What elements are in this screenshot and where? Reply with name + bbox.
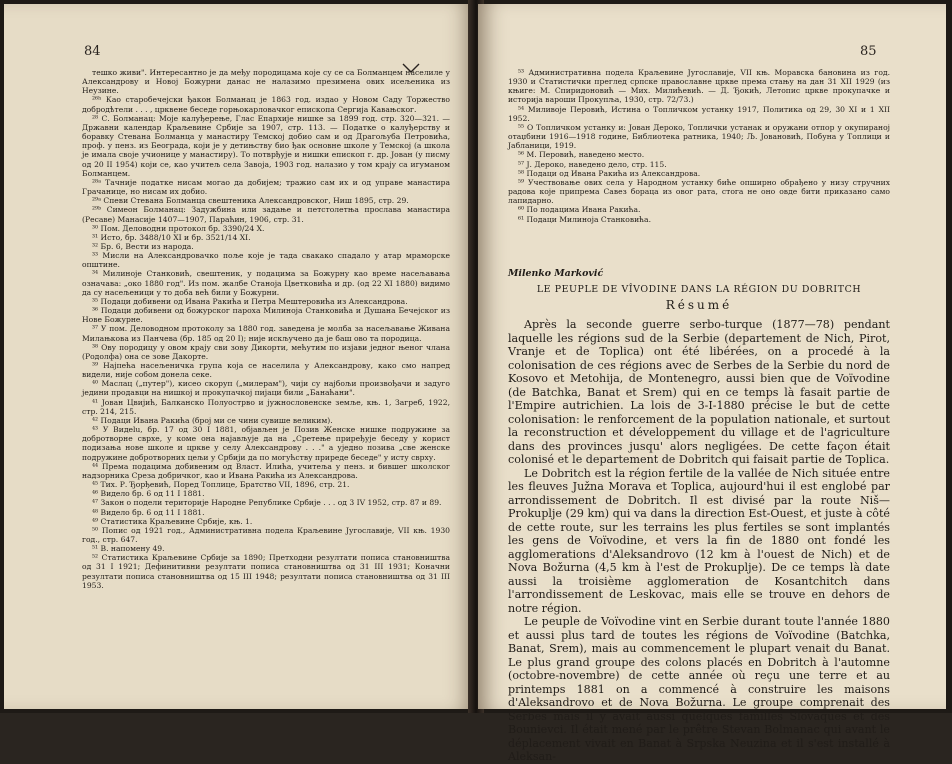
footnote: ⁵⁸ Подаци од Ивана Ракића из Александрова. (518, 168, 701, 178)
footnote: ⁴⁰ Маслац („путер"), кисео скоруп („милерам"), чији су најбољи произвођачи и задуго једини продавци на нишкој и прокупачкој пијаци били „Банаћани". (82, 379, 450, 398)
footnote: ⁴⁴ Према подацима добивеним од Власт. Илића, учитеља у пенз. и бившег школског надзорника Среза добричког, као и Ивана Ракића из Александрова. (82, 461, 450, 480)
footnote: ³⁵ Подаци добивени од Ивана Ракића и Петра Мештеровића из Александрова. (92, 296, 408, 306)
resume-paragraph: Le peuple de Voïvodine vint en Serbie durant toute l'année 1880 et aussi plus tard de toutes les régions de Voïvodine (Batchka, Banat, Srem), mais au commencement le plupart venait du Banat. Le plus grand groupe des colons placés en Dobritch à l'automne (octobre-novembre) de cette année où reçu une terre et au printemps 1881 on a commencé à construire les maisons d'Aleksandrovo et de Nova Božurna. Le groupe comprenait des Serbes mais il y avait aussi quelques familles Slovaques et des Bounievci. Il était mené par le prêtre Stevan Bolmanac qui avant le déplacement vivait en Banat à Srpska Neuzina et il s'est installé à Aleksan- (508, 615, 890, 763)
footnote: ³⁴ Милинојe Станковић, свештеник, у подацима за Божурну каo време насељавања означава: „око 1880 год". Из пом. жалбе Станоја Цветковића и др. (од 22 XI 1880) видимо да су насељеници у то доба већ били у Божурни. (82, 269, 450, 297)
footnote: ⁵³ Административна подела Краљевине Југославије, VII књ. Моравска бановина из год. 1930 и Статистички преглед српске православне цркве према стању на дан 31 XII 1929 (из књиге: М. Спиридоновић — Мих. Милићевић. — Д. Ђокић, Летопис цркве прокупачке и историја вароши Прокупља, 1930, стр. 72/73.) (508, 68, 890, 105)
page-number: 85 (860, 44, 877, 59)
page-number: 84 (84, 44, 101, 59)
footnote: ³⁰ Пом. Деловодни протокол бр. 3390/24 X. (92, 223, 265, 233)
left-page (4, 4, 474, 709)
footnote: ⁴³ У Видelu, бр. 17 од 30 I 1881, објављен је Позив Женске нишке подружине за добротворне сврхе, у коме она најављује да на „Сретење приређује беседу у корист подизања нове школе и цркве у селу Александрову . . ." а уједно позива „све женске подружине добротворних цељи у Србији да по могућству приреде беседе" у исту сврху. (82, 425, 450, 462)
resume-paragraph: Le Dobritch est la région fertile de la vallée de Nich située entre les fleuves Južna Morava et Toplica, aujourd'hui il est englobé par arrondissement de Dobritch. Il est divisé par la route Niš—Prokuplje (29 km) qui va dans la direction Est-Ouest, et juste à côté de cette route, sur les terrains les plus fertiles se sont implantés les gens de Voïvodine, et vers la fin de 1880 ont fondé les agglomerations d'Aleksandrovo (12 km à l'ouest de Nich) et de Nova Božurna (4,5 km à l'est de Prokuplje). De ce temps là date aussi la troisième agglomeration de Kosantchitch dans l'arrondissement de Leskovac, mais elle se trouve en dehors de notre région. (508, 466, 890, 615)
footnote: ⁵² Статистика Краљевине Србије за 1890; Претходни резултати пописа становништва од 31 I 1921; Дефинитивни резултати пописа становништва од 31 III 1931; Коначни резултати пописа становништва од 15 III 1948; резултати пописа становништва од 31 III 1953. (82, 553, 450, 590)
footnote: ⁴⁵ Тих. Р. Ђорђевић, Поред Топлице, Братство VII, 1896, стр. 21. (92, 480, 350, 490)
right-page (478, 4, 946, 763)
footnote: ²⁸ С. Болманац: Моје калуђерење, Глас Епархије нишке за 1899 год. стр. 320—321. — Државни календар Краљевине Србије за 1907, стр. 113. — Податке о калуђерству и боравку Стевана Болманца у манастиру Темској добио сам и од Драгољуба Петровића, проф. у пенз. из Београда, који је у детињству био ђак основне школе у Темској (а школа је имала своје учионице у манастиру). То потврђује и нишки епископ г. др. Јован (у писму од 20 II 1954) који се, као учитељ села Завоја, 1903 год. налазио у том крају са игуманом Болманцем. (82, 113, 450, 178)
footnote: ⁴² Подаци Ивана Ракића (број ми се чини сувише великим). (92, 415, 333, 425)
resume-paragraph: Après la seconde guerre serbo-turque (1877—78) pendant laquelle les régions sud de la Serbie (departement de Nich, Pirot, Vranje et de Toplica) ont été libérées, on a procedé à la colonisation de ces régions avec de Serbes de la Serbie du nord de Kosovo et Metohija, de Montenegro, aussi bien que de Voïvodine (de Batchka, Banat et Srem) qui en ce temps là fasait partie de l'Empire autrichien. La lois de 3-I-1880 précise le but de cette colonisation: le renforcement de la population nationale, et surtout la reconstruction et développement du village et de l'agriculture dans des provinces jusqu' alors negligées. De cette façon était colonisé et le departement de Dobritch qui faisait partie de Toplica. (508, 318, 890, 466)
footnote: ³⁶ Подаци добивени од божурског пароха Милинојa Станковића и Душана Бечејског из Нове Божурне. (82, 306, 450, 325)
footnote: ²⁸ᵃ Тачније податке нисам могао да добијем; тражио сам их и од управе манастира Грачанице, но нисам их добио. (82, 177, 450, 197)
footnote: тешко живи". Интересантно је да међу породицама које су се са Болманцем населиле у Александрову и Новој Божурни данас не налазимо презимена ових исељеника из Неузине. (82, 68, 450, 96)
footnote: ⁴⁹ Статистика Краљевине Србије, књ. 1. (92, 516, 253, 526)
footnote: ⁵¹ В. напомену 49. (92, 544, 165, 554)
footnote: ⁴¹ Јован Цвијић, Балканско Полуострво и јужнословенске земље, књ. 1, Загреб, 1922, стр. 214, 215. (82, 397, 450, 416)
footnotes-list (508, 68, 890, 224)
footnote: ²⁹ᵇ Симеон Болманац: Задужбина или задање и петстолетња прослава манастира (Ресаве) Манасије 1407—1907, Параћин, 1906, стр. 31. (82, 205, 450, 224)
footnote: ³⁹ Најпећа насељеничка група која се населила у Александрову, како смо напред видели, није собом донела секе. (82, 361, 450, 380)
footnote: ⁴⁸ Видело бр. 6 од 11 I 1881. (92, 507, 205, 517)
footnote: ²⁹ᵃ Спеви Стевана Болманца свештеника Александровског, Ниш 1895, стр. 29. (92, 196, 409, 206)
footnote: ³² Бр. 6, Вести из народа. (92, 241, 194, 251)
footnote: ⁶¹ Подаци Милинојa Станковића. (518, 214, 651, 224)
footnote: ⁵⁴ Миливоје Перовић, Истина о Топличком устанку 1917, Политика од 29, 30 XI и 1 XII 1952. (508, 104, 890, 123)
footnote: ⁵⁹ Учествовање ових села у Народном устанку биће опширно обрађено у низу стручних радова које припрема Савез бораца из овог рата, стога не оно овде бити приказано само лапидарно. (508, 177, 890, 206)
resume-body (508, 318, 890, 764)
footnote: ⁵⁵ О Топличком устанку и: Јован Дероко, Топлички устанак и оружани отпор у окупираној отаџбини 1916—1918 године, Библиотека ратника, 1940; Љ. Јовановић, Побуна у Топлици и Јабланици, 1919. (508, 122, 890, 151)
footnote: ⁵⁷ Ј. Дероко, наведено дело, стр. 115. (518, 159, 667, 169)
footnote: ³⁸ Ову породицу у овом крају сви зову Дикорти, мећутим по изјави једног њеног члана (Родолфа) она се зове Дакорте. (82, 342, 450, 361)
footnotes-list (82, 68, 450, 590)
footnote: ³³ Мисли на Александровачко поље које је тада свакако спадало у атар мраморске општине. (82, 251, 450, 270)
resume-heading: Résumé (665, 298, 733, 312)
footnote: ⁴⁷ Закон о подели територије Народне Републике Србије . . . од 3 IV 1952, стр. 87 и 89. (92, 498, 442, 508)
footnote: ³¹ Исто, бр. 3488/10 XI и бр. 3521/14 XI. (92, 232, 251, 242)
article-author: Milenko Marković (508, 268, 604, 279)
footnote: ³⁷ У пом. Деловодном протоколу за 1880 год. заведена је молба за насељавање Живана Милањкова из Панчева (бр. 185 од 20 I); није искључено да је баш ово та породица. (82, 324, 450, 343)
footnote: ²⁶ʰ Као старобечејски ђакон Болманац је 1863 год. издао у Новом Саду Торжество добродѣтели . . . , црквене беседе горњокарловачког епископа Сергија Кавањског. (82, 95, 450, 114)
footnote: ⁵⁰ Попис од 1921 год., Административна подела Краљевине Југославије, VII књ. 1930 год., стр. 647. (82, 525, 450, 544)
article-title: LE PEUPLE DE VÎVODINE DANS LA RÉGION DU DOBRITCH (536, 284, 862, 295)
footnote: ⁴⁶ Видело бр. 6 од 11 I 1881. (92, 489, 205, 499)
footnote: ⁶⁰ По подацима Ивана Ракића. (518, 205, 641, 215)
footnote: ⁵⁶ М. Перовић, наведено место. (518, 150, 645, 160)
